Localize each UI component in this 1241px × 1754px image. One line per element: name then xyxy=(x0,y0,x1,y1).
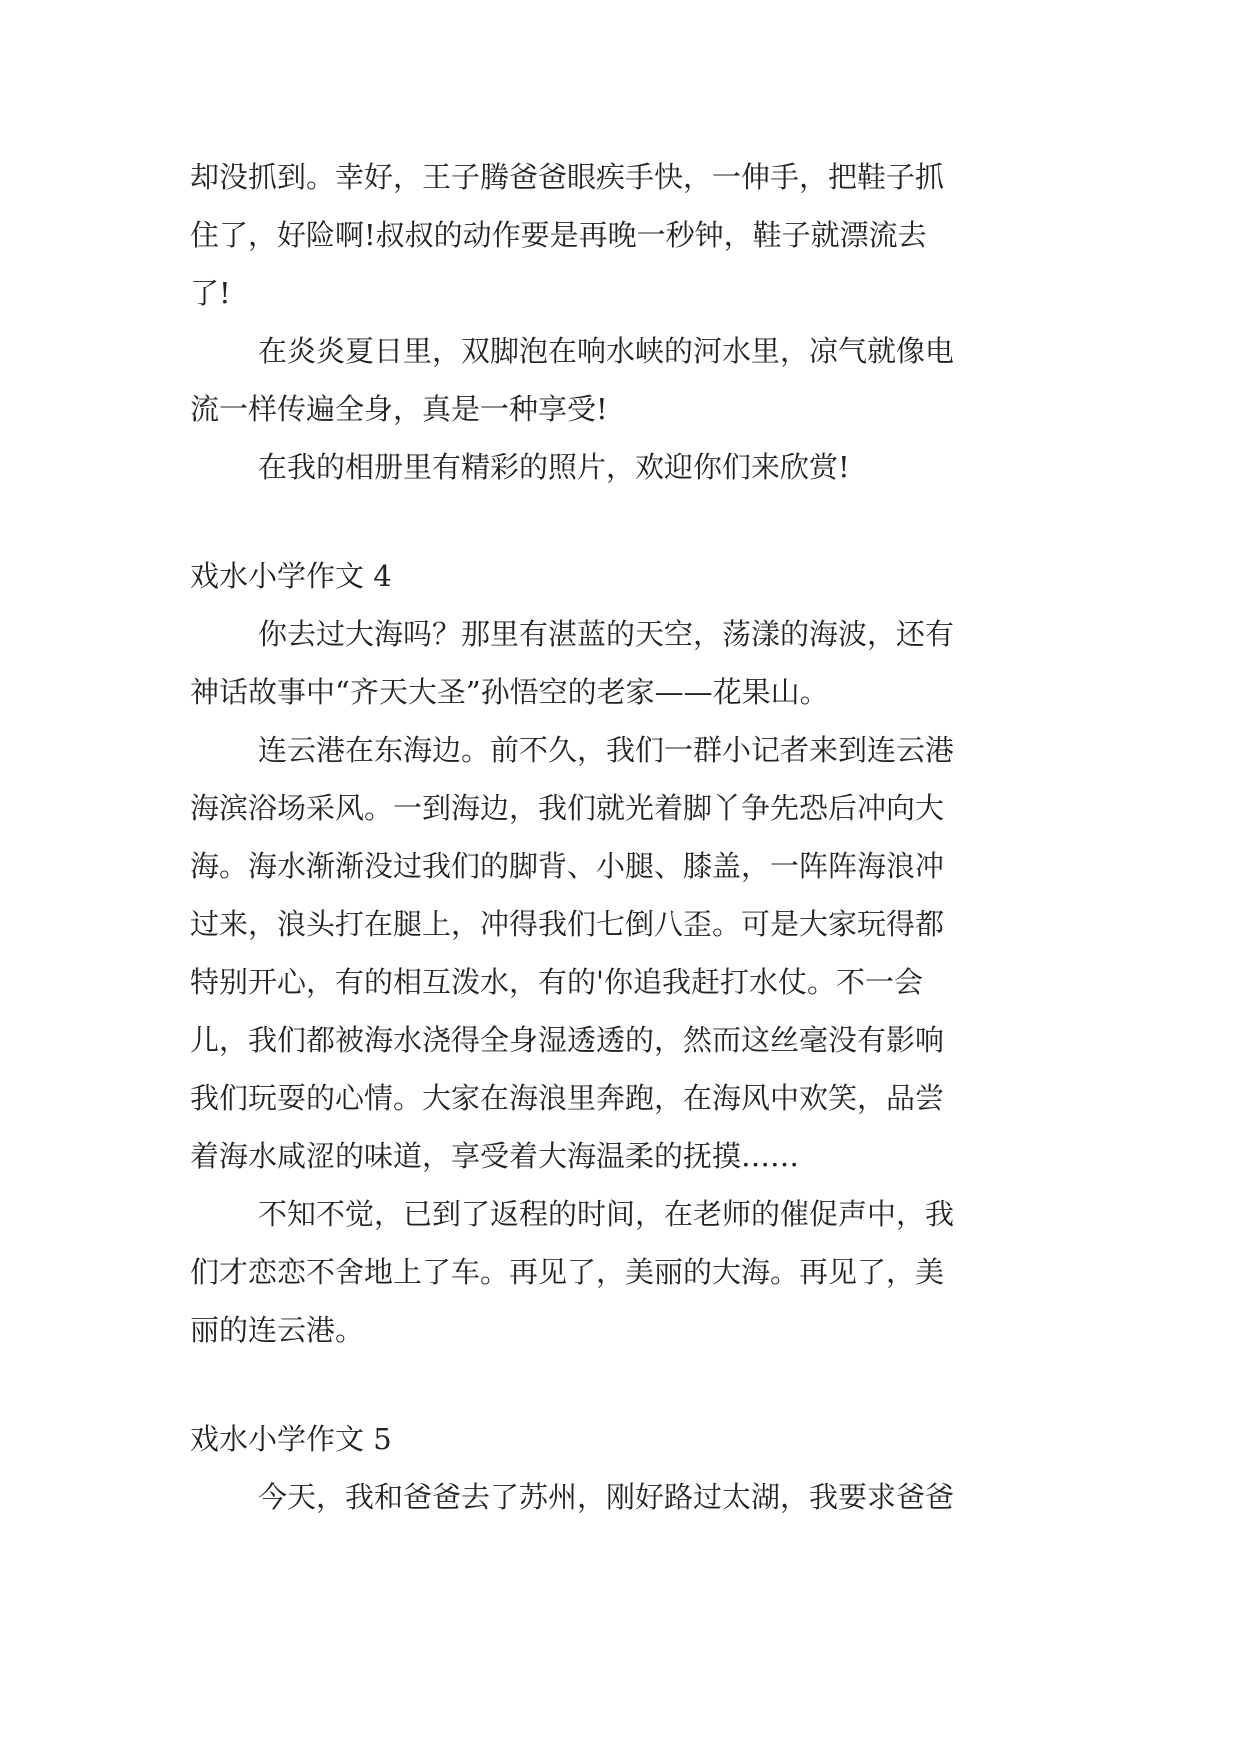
text-line: 了! xyxy=(190,276,231,310)
text-line: 我们玩耍的心情。大家在海浪里奔跑，在海风中欢笑，品尝 xyxy=(190,1081,945,1115)
text-line: 住了，好险啊!叔叔的动作要是再晚一秒钟，鞋子就漂流去 xyxy=(190,218,927,252)
text-line: 过来，浪头打在腿上，冲得我们七倒八歪。可是大家玩得都 xyxy=(190,907,945,941)
text-line: 神话故事中“齐天大圣”孙悟空的老家——花果山。 xyxy=(190,675,829,709)
section-heading: 戏水小学作文 4 xyxy=(190,559,392,593)
text-line: 在我的相册里有精彩的照片，欢迎你们来欣赏! xyxy=(258,450,850,484)
paragraph xyxy=(190,332,1060,428)
text-line: 今天，我和爸爸去了苏州，刚好路过太湖，我要求爸爸 xyxy=(258,1480,955,1514)
text-line: 丽的连云港。 xyxy=(190,1313,365,1347)
text-line: 海。海水渐渐没过我们的脚背、小腿、膝盖，一阵阵海浪冲 xyxy=(190,849,945,883)
text-line: 不知不觉，已到了返程的时间，在老师的催促声中，我 xyxy=(258,1197,955,1231)
paragraph xyxy=(190,158,1060,312)
section-heading: 戏水小学作文 5 xyxy=(190,1422,392,1456)
text-line: 儿，我们都被海水浇得全身湿透透的，然而这丝毫没有影响 xyxy=(190,1023,945,1057)
text-line: 着海水咸涩的味道，享受着大海温柔的抚摸…… xyxy=(190,1139,800,1173)
text-line: 连云港在东海边。前不久，我们一群小记者来到连云港 xyxy=(258,733,955,767)
document-body xyxy=(190,158,1060,1516)
paragraph xyxy=(190,731,1060,1175)
text-line: 海滨浴场采风。一到海边，我们就光着脚丫争先恐后冲向大 xyxy=(190,791,945,825)
paragraph xyxy=(190,448,1060,486)
text-line: 们才恋恋不舍地上了车。再见了，美丽的大海。再见了，美 xyxy=(190,1255,945,1289)
text-line: 流一样传遍全身，真是一种享受! xyxy=(190,392,608,426)
text-line: 却没抓到。幸好，王子腾爸爸眼疾手快，一伸手，把鞋子抓 xyxy=(190,160,945,194)
text-line: 你去过大海吗？那里有湛蓝的天空，荡漾的海波，还有 xyxy=(258,617,955,651)
text-line: 特别开心，有的相互泼水，有的'你追我赶打水仗。不一会 xyxy=(190,965,923,999)
paragraph xyxy=(190,1195,1060,1349)
paragraph xyxy=(190,1478,1060,1516)
text-line: 在炎炎夏日里，双脚泡在响水峡的河水里，凉气就像电 xyxy=(258,334,955,368)
paragraph xyxy=(190,615,1060,711)
